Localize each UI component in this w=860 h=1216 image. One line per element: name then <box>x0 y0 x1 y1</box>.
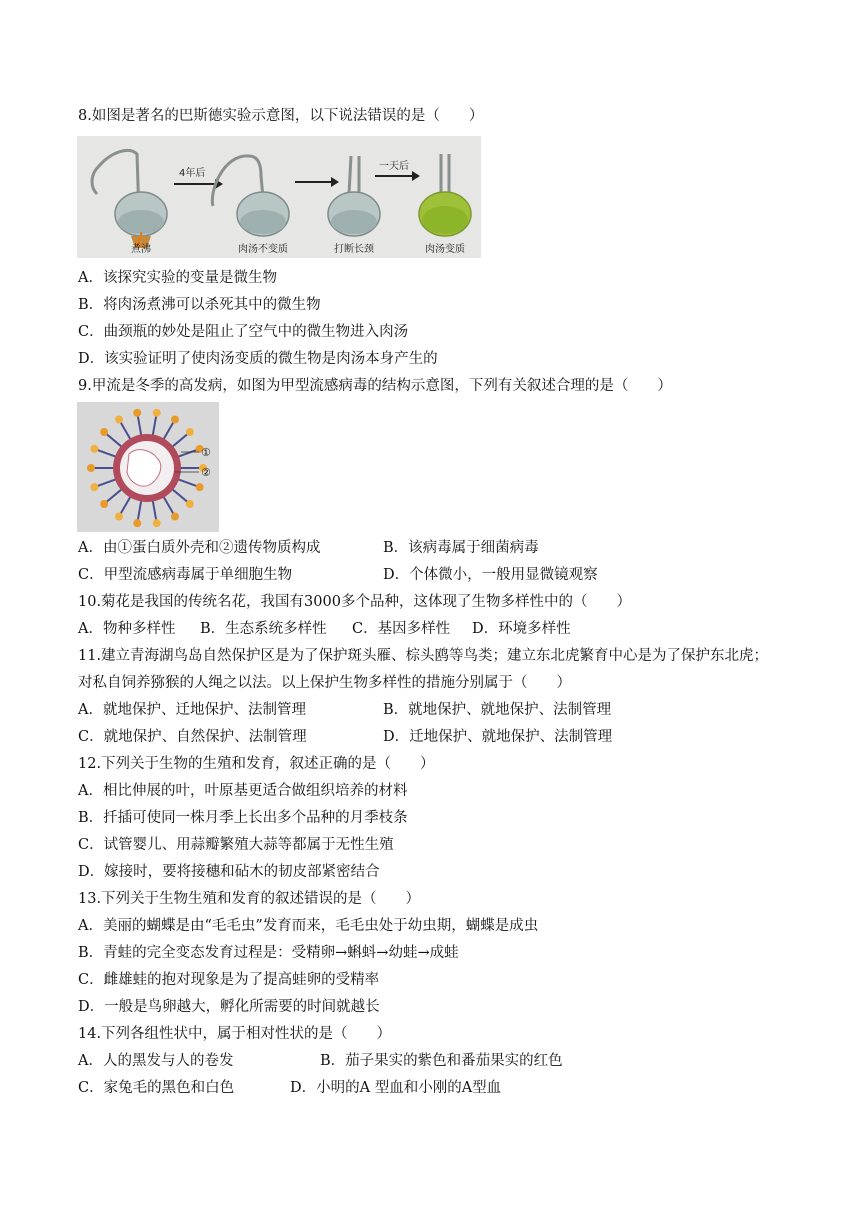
q10-option-d: D．环境多样性 <box>472 621 571 637</box>
spike-head <box>186 500 194 508</box>
q13-stem: 13.下列关于生物生殖和发育的叙述错误的是（ ） <box>78 891 421 907</box>
flask-label: 肉汤变质 <box>425 244 465 255</box>
spike-head <box>186 428 194 436</box>
spike-head <box>153 409 161 417</box>
q11-option-c: C．就地保护、自然保护、法制管理 <box>78 729 307 745</box>
q9-option-b: B．该病毒属于细菌病毒 <box>383 540 539 556</box>
q13-option-b: B．青蛙的完全变态发育过程是：受精卵→蝌蚪→幼蛙→成蛙 <box>78 945 459 961</box>
spike-head <box>115 512 123 520</box>
spike-head <box>133 519 141 527</box>
q8-stem: 8.如图是著名的巴斯德实验示意图，以下说法错误的是（ ） <box>78 108 484 124</box>
arrow2-label: 一天后 <box>379 161 409 172</box>
marker-1: ① <box>201 446 211 459</box>
pasteur-experiment-figure <box>77 136 481 258</box>
q14-stem: 14.下列各组性状中，属于相对性状的是（ ） <box>78 1026 392 1042</box>
spike-head <box>133 409 141 417</box>
q9-option-a: A．由①蛋白质外壳和②遗传物质构成 <box>78 540 321 556</box>
q8-option-d: D．该实验证明了使肉汤变质的微生物是肉汤本身产生的 <box>78 351 438 367</box>
q10-option-a: A．物种多样性 <box>78 621 176 637</box>
q13-option-c: C．雌雄蛙的抱对现象是为了提高蛙卵的受精率 <box>78 972 380 988</box>
q14-option-a: A．人的黑发与人的卷发 <box>78 1053 234 1069</box>
q13-option-d: D．一般是鸟卵越大，孵化所需要的时间就越长 <box>78 999 380 1015</box>
q12-stem: 12.下列关于生物的生殖和发育，叙述正确的是（ ） <box>78 756 435 772</box>
arrow1-label: 4年后 <box>179 168 206 179</box>
spike-head <box>87 464 95 472</box>
spike-head <box>196 483 204 491</box>
q12-option-c: C．试管婴儿、用蒜瓣繁殖大蒜等都属于无性生殖 <box>78 837 394 853</box>
marker-2: ② <box>201 466 211 479</box>
spike-head <box>100 500 108 508</box>
spike-head <box>171 512 179 520</box>
q11-stem-line1: 11.建立青海湖鸟岛自然保护区是为了保护斑头雁、棕头鸥等鸟类；建立东北虎繁育中心是为了保护东北虎； <box>78 648 769 664</box>
q10-option-b: B．生态系统多样性 <box>200 621 327 637</box>
q10-stem: 10.菊花是我国的传统名花，我国有3000多个品种，这体现了生物多样性中的（ ） <box>78 594 631 610</box>
spike-head <box>115 416 123 424</box>
flask-label: 肉汤不变质 <box>238 244 288 255</box>
q9-stem: 9.甲流是冬季的高发病，如图为甲型流感病毒的结构示意图，下列有关叙述合理的是（ ） <box>78 378 672 394</box>
q11-stem-line2: 对私自饲养猕猴的人绳之以法。以上保护生物多样性的措施分别属于（ ） <box>78 675 571 691</box>
q14-option-d: D．小明的A 型血和小刚的A型血 <box>290 1080 502 1096</box>
influenza-virus-figure <box>77 402 219 532</box>
q14-option-b: B．茄子果实的紫色和番茄果实的红色 <box>320 1053 563 1069</box>
q8-option-b: B．将肉汤煮沸可以杀死其中的微生物 <box>78 297 321 313</box>
spike-head <box>90 483 98 491</box>
q10-option-c: C．基因多样性 <box>352 621 451 637</box>
q8-option-a: A．该探究实验的变量是微生物 <box>78 270 277 286</box>
q11-option-a: A．就地保护、迁地保护、法制管理 <box>78 702 306 718</box>
q8-option-c: C．曲颈瓶的妙处是阻止了空气中的微生物进入肉汤 <box>78 324 409 340</box>
spike-head <box>90 445 98 453</box>
flask-label: 煮沸 <box>131 244 151 255</box>
q11-option-b: B．就地保护、就地保护、法制管理 <box>383 702 612 718</box>
q13-option-a: A．美丽的蝴蝶是由“毛毛虫”发育而来，毛毛虫处于幼虫期，蝴蝶是成虫 <box>78 918 539 934</box>
q9-option-c: C．甲型流感病毒属于单细胞生物 <box>78 567 293 583</box>
spike-head <box>100 428 108 436</box>
spike-head <box>153 519 161 527</box>
q12-option-a: A．相比伸展的叶，叶原基更适合做组织培养的材料 <box>78 783 408 799</box>
q14-option-c: C．家兔毛的黑色和白色 <box>78 1080 235 1096</box>
q9-option-d: D．个体微小，一般用显微镜观察 <box>383 567 598 583</box>
q11-option-d: D．迁地保护、就地保护、法制管理 <box>383 729 613 745</box>
flask-label: 打断长颈 <box>334 244 374 255</box>
spike-head <box>171 416 179 424</box>
q12-option-b: B．扦插可使同一株月季上长出多个品种的月季枝条 <box>78 810 408 826</box>
q12-option-d: D．嫁接时，要将接穗和砧木的韧皮部紧密结合 <box>78 864 380 880</box>
